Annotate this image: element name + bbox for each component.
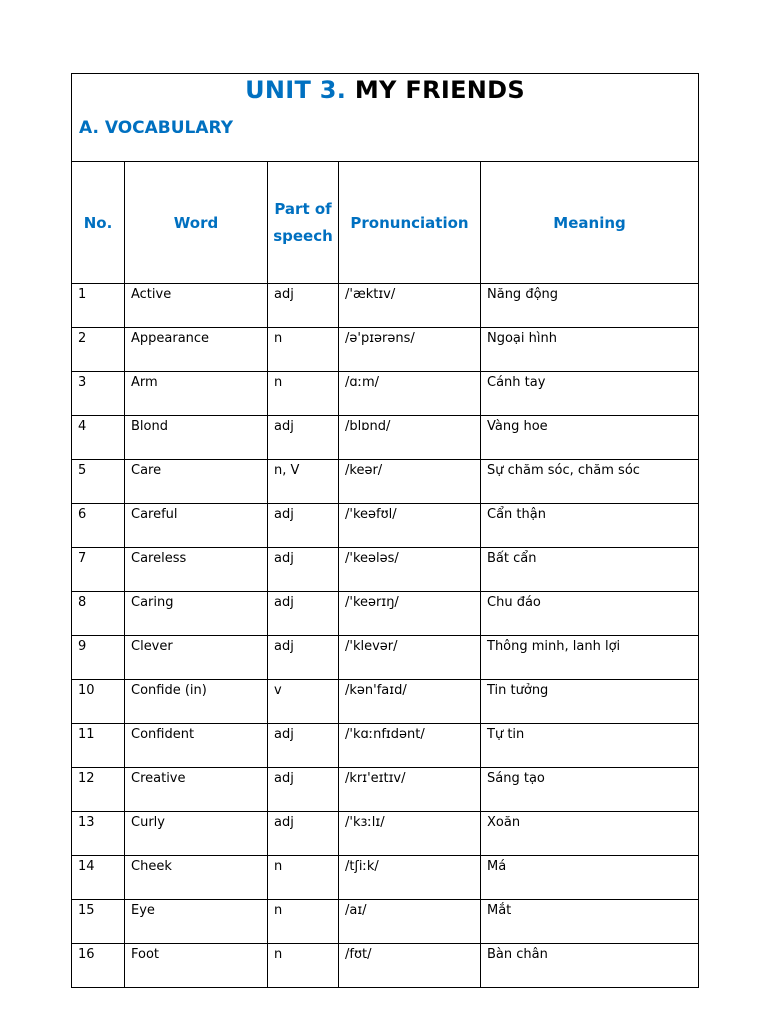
cell-meaning: Mắt	[481, 900, 699, 944]
table-row	[72, 768, 699, 812]
cell-no: 1	[72, 284, 125, 328]
table-row	[72, 856, 699, 900]
cell-pronunciation: /'klevər/	[339, 636, 481, 680]
cell-meaning: Sáng tạo	[481, 768, 699, 812]
cell-pronunciation: /tʃiːk/	[339, 856, 481, 900]
cell-pronunciation: /kən'faɪd/	[339, 680, 481, 724]
cell-word: Confide (in)	[125, 680, 268, 724]
cell-word: Active	[125, 284, 268, 328]
cell-no: 14	[72, 856, 125, 900]
cell-part-of-speech: adj	[268, 812, 339, 856]
cell-word: Arm	[125, 372, 268, 416]
cell-meaning: Vàng hoe	[481, 416, 699, 460]
cell-no: 2	[72, 328, 125, 372]
cell-part-of-speech: v	[268, 680, 339, 724]
cell-no: 10	[72, 680, 125, 724]
col-header-word: Word	[125, 162, 268, 284]
cell-part-of-speech: adj	[268, 592, 339, 636]
column-header-row	[72, 162, 699, 284]
cell-pronunciation: /'æktɪv/	[339, 284, 481, 328]
table-row	[72, 900, 699, 944]
table-row	[72, 548, 699, 592]
cell-no: 6	[72, 504, 125, 548]
cell-no: 16	[72, 944, 125, 988]
cell-pronunciation: /keər/	[339, 460, 481, 504]
cell-part-of-speech: adj	[268, 504, 339, 548]
table-row	[72, 372, 699, 416]
header-cell	[72, 74, 699, 162]
table-row	[72, 284, 699, 328]
cell-no: 13	[72, 812, 125, 856]
cell-word: Blond	[125, 416, 268, 460]
cell-part-of-speech: n	[268, 372, 339, 416]
cell-meaning: Xoăn	[481, 812, 699, 856]
cell-word: Foot	[125, 944, 268, 988]
table-row	[72, 416, 699, 460]
cell-meaning: Cẩn thận	[481, 504, 699, 548]
cell-part-of-speech: adj	[268, 768, 339, 812]
cell-meaning: Chu đáo	[481, 592, 699, 636]
table-row	[72, 944, 699, 988]
cell-meaning: Năng động	[481, 284, 699, 328]
cell-no: 5	[72, 460, 125, 504]
cell-part-of-speech: n	[268, 900, 339, 944]
cell-part-of-speech: adj	[268, 548, 339, 592]
cell-pronunciation: /'kɑːnfɪdənt/	[339, 724, 481, 768]
cell-pronunciation: /aɪ/	[339, 900, 481, 944]
cell-word: Cheek	[125, 856, 268, 900]
col-header-pronunciation: Pronunciation	[339, 162, 481, 284]
cell-word: Careful	[125, 504, 268, 548]
cell-no: 12	[72, 768, 125, 812]
col-header-no: No.	[72, 162, 125, 284]
cell-word: Curly	[125, 812, 268, 856]
cell-word: Creative	[125, 768, 268, 812]
cell-part-of-speech: n, V	[268, 460, 339, 504]
cell-no: 7	[72, 548, 125, 592]
cell-pronunciation: /fʊt/	[339, 944, 481, 988]
table-body	[72, 284, 699, 988]
cell-word: Careless	[125, 548, 268, 592]
table-row	[72, 460, 699, 504]
cell-pronunciation: /ɑːm/	[339, 372, 481, 416]
cell-meaning: Tin tưởng	[481, 680, 699, 724]
cell-pronunciation: /blɒnd/	[339, 416, 481, 460]
cell-meaning: Cánh tay	[481, 372, 699, 416]
cell-pronunciation: /'keərɪŋ/	[339, 592, 481, 636]
cell-no: 11	[72, 724, 125, 768]
cell-no: 4	[72, 416, 125, 460]
page-title	[72, 76, 698, 104]
section-heading: A. VOCABULARY	[79, 118, 234, 138]
cell-part-of-speech: adj	[268, 284, 339, 328]
cell-meaning: Tự tin	[481, 724, 699, 768]
cell-pronunciation: /'keələs/	[339, 548, 481, 592]
title-unit: UNIT 3.	[245, 76, 347, 104]
cell-part-of-speech: n	[268, 944, 339, 988]
cell-meaning: Sự chăm sóc, chăm sóc	[481, 460, 699, 504]
table-row	[72, 812, 699, 856]
cell-pronunciation: /'kɜːlɪ/	[339, 812, 481, 856]
cell-no: 8	[72, 592, 125, 636]
cell-part-of-speech: adj	[268, 724, 339, 768]
cell-no: 3	[72, 372, 125, 416]
cell-word: Clever	[125, 636, 268, 680]
table-row	[72, 680, 699, 724]
cell-word: Eye	[125, 900, 268, 944]
cell-word: Confident	[125, 724, 268, 768]
cell-word: Appearance	[125, 328, 268, 372]
cell-part-of-speech: adj	[268, 416, 339, 460]
cell-meaning: Thông minh, lanh lợi	[481, 636, 699, 680]
table-row	[72, 328, 699, 372]
cell-word: Caring	[125, 592, 268, 636]
cell-meaning: Bất cẩn	[481, 548, 699, 592]
cell-word: Care	[125, 460, 268, 504]
col-header-pos: Part of speech	[268, 162, 339, 284]
cell-no: 9	[72, 636, 125, 680]
title-topic: MY FRIENDS	[354, 76, 525, 104]
table-row	[72, 592, 699, 636]
table-row	[72, 636, 699, 680]
cell-meaning: Bàn chân	[481, 944, 699, 988]
cell-pronunciation: /krɪ'eɪtɪv/	[339, 768, 481, 812]
cell-part-of-speech: n	[268, 328, 339, 372]
table-row	[72, 504, 699, 548]
table-row	[72, 724, 699, 768]
cell-no: 15	[72, 900, 125, 944]
cell-meaning: Ngoại hình	[481, 328, 699, 372]
cell-part-of-speech: n	[268, 856, 339, 900]
col-header-meaning: Meaning	[481, 162, 699, 284]
cell-pronunciation: /'keəfʊl/	[339, 504, 481, 548]
cell-meaning: Má	[481, 856, 699, 900]
vocabulary-table	[71, 73, 699, 988]
cell-part-of-speech: adj	[268, 636, 339, 680]
cell-pronunciation: /ə'pɪərəns/	[339, 328, 481, 372]
